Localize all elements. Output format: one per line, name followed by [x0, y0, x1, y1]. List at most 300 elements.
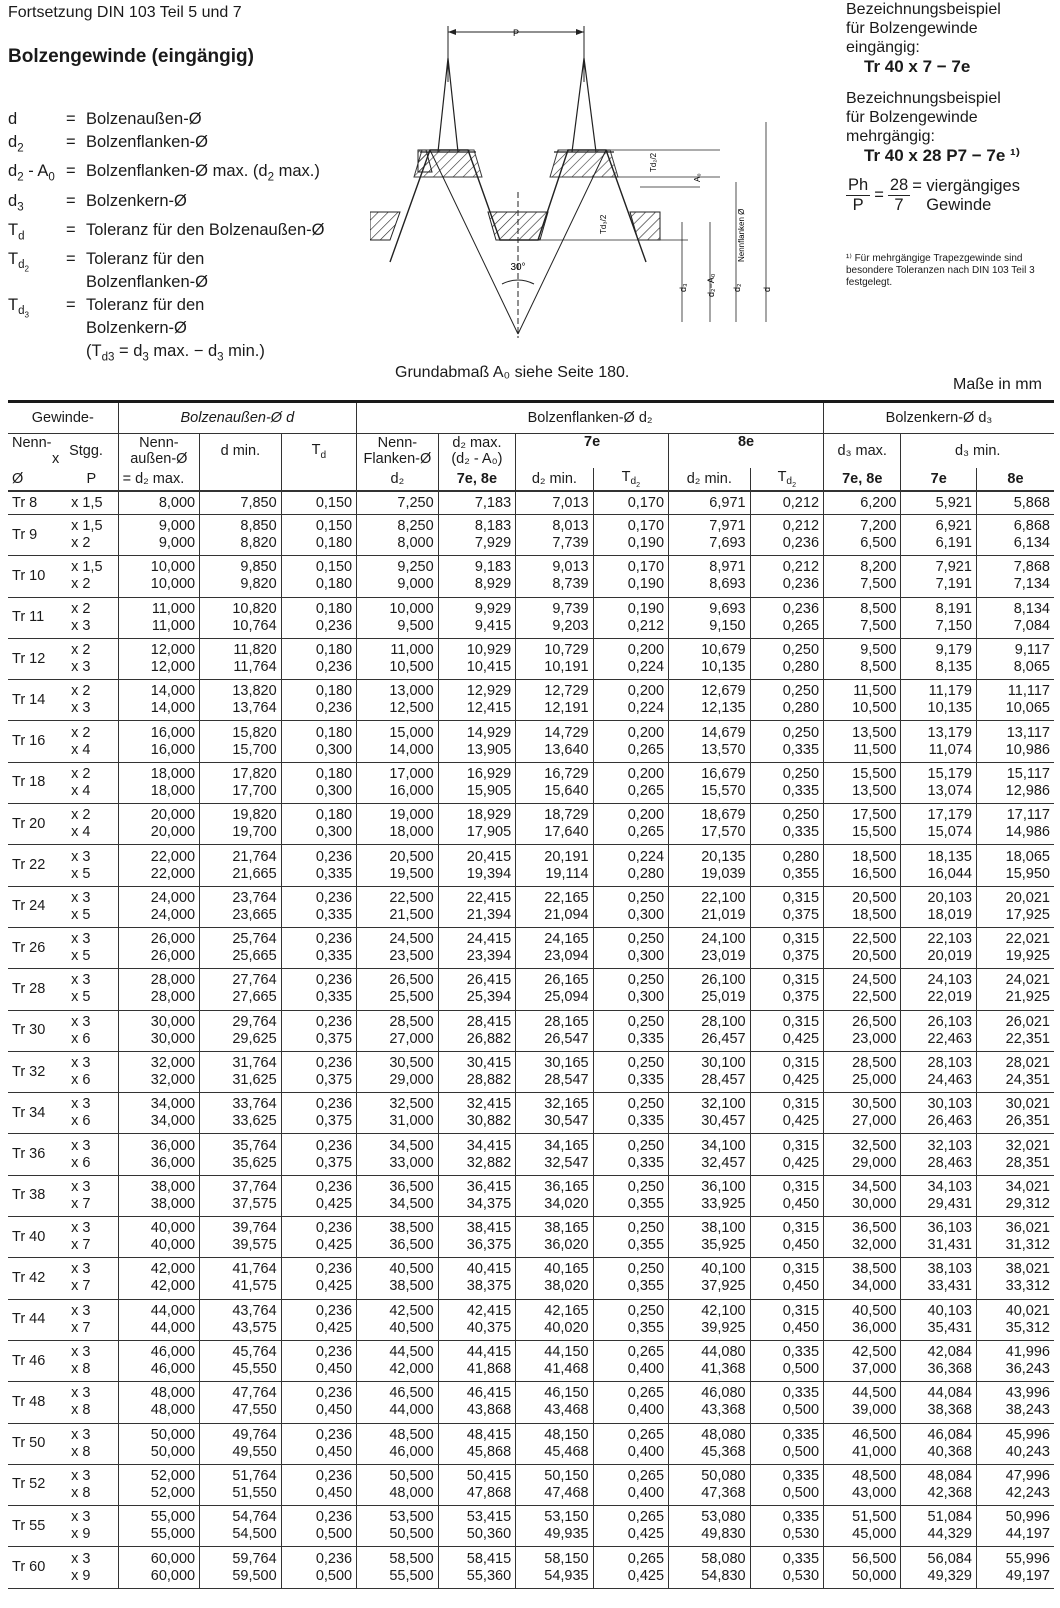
value-cell: 0,180 0,236	[281, 680, 356, 721]
value-cell: 28,500 27,000	[357, 1010, 439, 1051]
pitch-label: P	[512, 28, 520, 38]
nennflanken-label: Nennflanken Ø	[737, 208, 746, 262]
value-cell: 18,929 17,905	[438, 804, 515, 845]
value-cell: 0,315 0,425	[750, 1134, 823, 1175]
a0-label: A₀	[693, 173, 702, 182]
col-d3max: d₃ max.	[824, 434, 901, 469]
value-cell: 0,335 0,530	[750, 1506, 823, 1547]
d-dim-label: d	[762, 286, 772, 292]
thread-size: Tr 22	[8, 845, 65, 886]
value-cell: 9,850 9,820	[200, 556, 282, 597]
value-cell: 24,415 23,394	[438, 927, 515, 968]
value-cell: 40,500 38,500	[357, 1258, 439, 1299]
value-cell: 46,000 46,000	[118, 1340, 200, 1381]
value-cell: 0,200 0,224	[593, 680, 668, 721]
value-cell: 14,000 14,000	[118, 680, 200, 721]
value-cell: 44,084 38,368	[901, 1382, 976, 1423]
value-cell: 0,236 0,450	[281, 1382, 356, 1423]
value-cell: 34,000 34,000	[118, 1093, 200, 1134]
value-cell: 11,179 10,135	[901, 680, 976, 721]
value-cell: 0,265 0,425	[593, 1506, 668, 1547]
pitch: x 3 x 5	[65, 927, 118, 968]
col-d3min: d₃ min.	[955, 443, 1001, 459]
value-cell: 0,335 0,500	[750, 1382, 823, 1423]
thread-size: Tr 16	[8, 721, 65, 762]
value-cell: 20,103 18,019	[901, 886, 976, 927]
value-cell: 58,500 55,500	[357, 1547, 439, 1588]
value-cell: 28,165 26,547	[516, 1010, 593, 1051]
value-cell: 42,500 40,500	[357, 1299, 439, 1340]
value-cell: 40,100 37,925	[669, 1258, 751, 1299]
value-cell: 38,103 33,431	[901, 1258, 976, 1299]
table-row	[8, 804, 1054, 845]
pitch: x 3 x 6	[65, 1051, 118, 1092]
table-row	[8, 762, 1054, 803]
value-cell: 24,021 21,925	[976, 969, 1054, 1010]
value-cell: 8,971 8,693	[669, 556, 751, 597]
value-cell: 0,315 0,375	[750, 886, 823, 927]
thread-size: Tr 11	[8, 597, 65, 638]
col-bolzenkern: Bolzenkern-Ø d₃	[824, 403, 1054, 434]
value-cell: 44,080 41,368	[669, 1340, 751, 1381]
td2-half-label: Td₂/2	[649, 152, 658, 172]
value-cell: 26,415 25,394	[438, 969, 515, 1010]
value-cell: 0,150 0,180	[281, 556, 356, 597]
value-cell: 40,415 38,375	[438, 1258, 515, 1299]
value-cell: 13,000 12,500	[357, 680, 439, 721]
value-cell: 36,100 33,925	[669, 1175, 751, 1216]
value-cell: 28,415 26,882	[438, 1010, 515, 1051]
d2-dim-label: d₂	[732, 283, 742, 292]
pitch: x 3 x 5	[65, 845, 118, 886]
value-cell: 16,000 16,000	[118, 721, 200, 762]
value-cell: 10,000 9,500	[357, 597, 439, 638]
value-cell: 6,200	[824, 491, 901, 515]
legend-row-d3: $d_3$ = Bolzenkern-Ø	[8, 191, 187, 213]
pitch: x 1,5	[65, 491, 118, 515]
value-cell: 0,335 0,500	[750, 1340, 823, 1381]
value-cell: 40,165 38,020	[516, 1258, 593, 1299]
td3-half-label: Td₃/2	[599, 214, 608, 234]
value-cell: 30,500 27,000	[824, 1093, 901, 1134]
thread-size: Tr 9	[8, 515, 65, 556]
value-cell: 28,100 26,457	[669, 1010, 751, 1051]
table-row	[8, 1051, 1054, 1092]
thread-size: Tr 24	[8, 886, 65, 927]
value-cell: 26,500 25,500	[357, 969, 439, 1010]
value-cell: 41,996 36,243	[976, 1340, 1054, 1381]
pitch: x 2 x 4	[65, 762, 118, 803]
value-cell: 41,764 41,575	[200, 1258, 282, 1299]
value-cell: 18,500 16,500	[824, 845, 901, 886]
value-cell: 16,679 15,570	[669, 762, 751, 803]
value-cell: 11,117 10,065	[976, 680, 1054, 721]
value-cell: 8,183 7,929	[438, 515, 515, 556]
value-cell: 32,021 28,351	[976, 1134, 1054, 1175]
value-cell: 0,250 0,280	[750, 638, 823, 679]
value-cell: 0,236 0,425	[281, 1299, 356, 1340]
value-cell: 22,000 22,000	[118, 845, 200, 886]
value-cell: 0,180 0,300	[281, 804, 356, 845]
value-cell: 18,000 18,000	[118, 762, 200, 803]
value-cell: 0,236 0,335	[281, 927, 356, 968]
value-cell: 32,165 30,547	[516, 1093, 593, 1134]
value-cell: 12,000 12,000	[118, 638, 200, 679]
value-cell: 34,100 32,457	[669, 1134, 751, 1175]
value-cell: 10,679 10,135	[669, 638, 751, 679]
thread-profile-figure	[370, 22, 790, 342]
value-cell: 12,729 12,191	[516, 680, 593, 721]
pitch: x 3 x 6	[65, 1093, 118, 1134]
value-cell: 19,820 19,700	[200, 804, 282, 845]
value-cell: 15,000 14,000	[357, 721, 439, 762]
thread-size: Tr 36	[8, 1134, 65, 1175]
value-cell: 11,000 10,500	[357, 638, 439, 679]
value-cell: 53,415 50,360	[438, 1506, 515, 1547]
pitch: x 3 x 8	[65, 1340, 118, 1381]
value-cell: 36,500 32,000	[824, 1217, 901, 1258]
value-cell: 58,415 55,360	[438, 1547, 515, 1588]
designation-example: Bezeichnungsbeispiel für Bolzengewinde eingängig: Tr 40 x 7 − 7e Bezeichnungsbeispiel für Bolzengewinde mehrgängig: Tr 40 x 28 P7 − 7e ¹⁾ $\frac{Ph}{P}$ = $\frac{28}{7}$ = viergängiges Gewinde	[846, 1, 1020, 214]
value-cell: 17,179 15,074	[901, 804, 976, 845]
value-cell: 0,236 0,375	[281, 1051, 356, 1092]
value-cell: 26,103 22,463	[901, 1010, 976, 1051]
page-title: Bolzengewinde (eingängig)	[8, 46, 254, 67]
thread-size: Tr 10	[8, 556, 65, 597]
value-cell: 30,021 26,351	[976, 1093, 1054, 1134]
value-cell: 50,500 48,000	[357, 1464, 439, 1505]
value-cell: 0,224 0,280	[593, 845, 668, 886]
value-cell: 9,183 8,929	[438, 556, 515, 597]
pitch: x 2 x 3	[65, 597, 118, 638]
value-cell: 50,415 47,868	[438, 1464, 515, 1505]
value-cell: 42,500 37,000	[824, 1340, 901, 1381]
value-cell: 23,764 23,665	[200, 886, 282, 927]
table-row	[8, 556, 1054, 597]
value-cell: 24,500 22,500	[824, 969, 901, 1010]
value-cell: 7,013	[516, 491, 593, 515]
value-cell: 8,013 7,739	[516, 515, 593, 556]
value-cell: 20,500 19,500	[357, 845, 439, 886]
value-cell: 21,764 21,665	[200, 845, 282, 886]
value-cell: 0,236 0,450	[281, 1423, 356, 1464]
footnote: ¹⁾ Für mehrgängige Trapezgewinde sind besondere Toleranzen nach DIN 103 Teil 3 festgelegt.	[846, 253, 1035, 288]
table-row	[8, 969, 1054, 1010]
value-cell: 22,103 20,019	[901, 927, 976, 968]
value-cell: 8,200 7,500	[824, 556, 901, 597]
continuation-note: Fortsetzung DIN 103 Teil 5 und 7	[8, 4, 242, 21]
value-cell: 42,084 36,368	[901, 1340, 976, 1381]
value-cell: 16,929 15,905	[438, 762, 515, 803]
value-cell: 20,500 18,500	[824, 886, 901, 927]
value-cell: 9,000 9,000	[118, 515, 200, 556]
value-cell: 0,150	[281, 491, 356, 515]
value-cell: 55,996 49,197	[976, 1547, 1054, 1588]
value-cell: 0,190 0,212	[593, 597, 668, 638]
pitch: x 3 x 7	[65, 1299, 118, 1340]
value-cell: 59,764 59,500	[200, 1547, 282, 1588]
value-cell: 0,315 0,450	[750, 1175, 823, 1216]
value-cell: 8,250 8,000	[357, 515, 439, 556]
value-cell: 24,165 23,094	[516, 927, 593, 968]
pitch: x 1,5 x 2	[65, 556, 118, 597]
value-cell: 30,500 29,000	[357, 1051, 439, 1092]
value-cell: 7,868 7,134	[976, 556, 1054, 597]
value-cell: 0,250 0,355	[593, 1217, 668, 1258]
value-cell: 13,117 10,986	[976, 721, 1054, 762]
thread-size: Tr 42	[8, 1258, 65, 1299]
value-cell: 46,415 43,868	[438, 1382, 515, 1423]
pitch: x 3 x 5	[65, 969, 118, 1010]
legend-row-d: d = Bolzenaußen-Ø	[8, 110, 202, 128]
table-row	[8, 597, 1054, 638]
value-cell: 0,335 0,500	[750, 1423, 823, 1464]
thread-size: Tr 40	[8, 1217, 65, 1258]
value-cell: 0,236 0,500	[281, 1547, 356, 1588]
value-cell: 11,820 11,764	[200, 638, 282, 679]
value-cell: 22,165 21,094	[516, 886, 593, 927]
value-cell: 0,250 0,335	[750, 721, 823, 762]
value-cell: 46,150 43,468	[516, 1382, 593, 1423]
table-row	[8, 721, 1054, 762]
value-cell: 30,165 28,547	[516, 1051, 593, 1092]
value-cell: 44,150 41,468	[516, 1340, 593, 1381]
value-cell: 42,165 40,020	[516, 1299, 593, 1340]
value-cell: 32,500 31,000	[357, 1093, 439, 1134]
value-cell: 0,265 0,425	[593, 1547, 668, 1588]
value-cell: 34,103 29,431	[901, 1175, 976, 1216]
value-cell: 24,103 22,019	[901, 969, 976, 1010]
col-nennaussen: Nenn- außen-Ø	[118, 434, 200, 469]
value-cell: 46,084 40,368	[901, 1423, 976, 1464]
value-cell: 0,200 0,265	[593, 762, 668, 803]
value-cell: 42,100 39,925	[669, 1299, 751, 1340]
value-cell: 10,929 10,415	[438, 638, 515, 679]
pitch: x 3 x 7	[65, 1217, 118, 1258]
value-cell: 36,021 31,312	[976, 1217, 1054, 1258]
value-cell: 35,764 35,625	[200, 1134, 282, 1175]
pitch: x 2 x 4	[65, 721, 118, 762]
value-cell: 38,165 36,020	[516, 1217, 593, 1258]
value-cell: 0,170	[593, 491, 668, 515]
value-cell: 0,250 0,300	[593, 927, 668, 968]
value-cell: 0,315 0,450	[750, 1258, 823, 1299]
value-cell: 32,100 30,457	[669, 1093, 751, 1134]
value-cell: 18,065 15,950	[976, 845, 1054, 886]
value-cell: 13,820 13,764	[200, 680, 282, 721]
col-gewinde: Gewinde-	[8, 403, 118, 434]
value-cell: 47,764 47,550	[200, 1382, 282, 1423]
value-cell: 5,921	[901, 491, 976, 515]
value-cell: 22,021 19,925	[976, 927, 1054, 968]
value-cell: 44,000 44,000	[118, 1299, 200, 1340]
value-cell: 9,929 9,415	[438, 597, 515, 638]
value-cell: 32,103 28,463	[901, 1134, 976, 1175]
value-cell: 15,179 13,074	[901, 762, 976, 803]
value-cell: 6,868 6,134	[976, 515, 1054, 556]
thread-size: Tr 32	[8, 1051, 65, 1092]
pitch: x 3 x 6	[65, 1134, 118, 1175]
value-cell: 45,764 45,550	[200, 1340, 282, 1381]
value-cell: 30,000 30,000	[118, 1010, 200, 1051]
thread-size: Tr 55	[8, 1506, 65, 1547]
thread-size: Tr 26	[8, 927, 65, 968]
value-cell: 38,000 38,000	[118, 1175, 200, 1216]
value-cell: 17,117 14,986	[976, 804, 1054, 845]
value-cell: 0,335 0,500	[750, 1464, 823, 1505]
value-cell: 60,000 60,000	[118, 1547, 200, 1588]
value-cell: 58,080 54,830	[669, 1547, 751, 1588]
value-cell: 19,000 18,000	[357, 804, 439, 845]
value-cell: 14,679 13,570	[669, 721, 751, 762]
value-cell: 0,250 0,355	[593, 1175, 668, 1216]
thread-size: Tr 60	[8, 1547, 65, 1588]
value-cell: 20,415 19,394	[438, 845, 515, 886]
thread-size: Tr 50	[8, 1423, 65, 1464]
value-cell: 8,850 8,820	[200, 515, 282, 556]
value-cell: 7,250	[357, 491, 439, 515]
col-bolzenflanken: Bolzenflanken-Ø d₂	[357, 403, 824, 434]
example-code-multi: Tr 40 x 28 P7 − 7e ¹⁾	[864, 146, 1020, 165]
value-cell: 48,500 43,000	[824, 1464, 901, 1505]
value-cell: 38,100 35,925	[669, 1217, 751, 1258]
value-cell: 34,500 33,000	[357, 1134, 439, 1175]
value-cell: 0,265 0,400	[593, 1423, 668, 1464]
table-row	[8, 1093, 1054, 1134]
legend-row-d2-a0: $d_2 - A_0$ = Bolzenflanken-Ø max. ($d_2$ max.)	[8, 162, 320, 184]
flank-angle-label: 30°	[510, 262, 526, 273]
value-cell: 29,764 29,625	[200, 1010, 282, 1051]
value-cell: 8,191 7,150	[901, 597, 976, 638]
value-cell: 0,212 0,236	[750, 556, 823, 597]
pitch: x 2 x 3	[65, 638, 118, 679]
value-cell: 36,415 34,375	[438, 1175, 515, 1216]
value-cell: 9,500 8,500	[824, 638, 901, 679]
table-row	[8, 845, 1054, 886]
d2-a0-dim-label: d₂−A₀	[706, 273, 716, 297]
thread-size: Tr 12	[8, 638, 65, 679]
table-row	[8, 1217, 1054, 1258]
value-cell: 17,000 16,000	[357, 762, 439, 803]
value-cell: 0,236 0,500	[281, 1506, 356, 1547]
value-cell: 8,134 7,084	[976, 597, 1054, 638]
value-cell: 0,265 0,400	[593, 1340, 668, 1381]
symbol-legend	[8, 108, 324, 369]
value-cell: 0,250 0,280	[750, 680, 823, 721]
value-cell: 36,000 36,000	[118, 1134, 200, 1175]
value-cell: 0,236 0,375	[281, 1134, 356, 1175]
bolt-thread-table: Gewinde- Bolzenaußen-Ø d Bolzenflanken-Ø d₂ Bolzenkern-Ø d₃ Nenn- x Stgg. Nenn- außen-Ø d min. $T_d$ Nenn- Flanken-Ø d₂ max. (d₂ - A₀) 7e 8e d₃ max. d₃ min. Ø P = d₂ max. d₂ 7e, 8e d₂ min. $T_{d_2}$ d₂ min. $T_{d_2}$ 7e, 8e 7e 8e Tr 8 x 1,5 8,000 7,850 0,150 7,250 7,183 7,013 0,170 6,971 0,212 6,200 5,921 5,868 Tr 9 x 1,5 x 2 9,000 9,000 8,850 8,820 0,150 0,180 8,250 8,000 8,183 7,929 8,013 7,739 0,170 0,190 7,971 7,693 0,212 0,236 7,200 6,500 6,921 6,191 6,868 6,134 Tr 10 x 1,5 x 2 10,000 10,000 9,850 9,820 0,150 0,180 9,250 9,000 9,183 8,929 9,013 8,739 0,170 0,190 8,971 8,693 0,212 0,236 8,200 7,500 7,921 7,191 7,868 7,134 Tr 11 x 2 x 3 11,000 11,000 10,820 10,764 0,180 0,236 10,000 9,500 9,929 9,415 9,739 9,203 0,190 0,212 9,693 9,150 0,236 0,265 8,500 7,500 8,191 7,150 8,134 7,084 Tr 12 x 2 x 3 12,000 12,000 11,820 11,764 0,180 0,236 11,000 10,500 10,929 10,415 10,729 10,191 0,200 0,224 10,679 10,135 0,250 0,280 9,500 8,500 9,179 8,135 9,117 8,065 Tr 14 x 2 x 3 14,000 14,000 13,820 13,764 0,180 0,236 13,000 12,500 12,929 12,415 12,729 12,191 0,200 0,224 12,679 12,135 0,250 0,280 11,500 10,500 11,179 10,135 11,117 10,065 Tr 16 x 2 x 4 16,000 16,000 15,820 15,700 0,180 0,300 15,000 14,000 14,929 13,905 14,729 13,640 0,200 0,265 14,679 13,570 0,250 0,335 13,500 11,500 13,179 11,074 13,117 10,986 Tr 18 x 2 x 4 18,000 18,000 17,820 17,700 0,180 0,300 17,000 16,000 16,929 15,905 16,729 15,640 0,200 0,265 16,679 15,570 0,250 0,335 15,500 13,500 15,179 13,074 15,117 12,986 Tr 20 x 2 x 4 20,000 20,000 19,820 19,700 0,180 0,300 19,000 18,000 18,929 17,905 18,729 17,640 0,200 0,265 18,679 17,570 0,250 0,335 17,500 15,500 17,179 15,074 17,117 14,986 Tr 22 x 3 x 5 22,000 22,000 21,764 21,665 0,236 0,335 20,500 19,500 20,415 19,394 20,191 19,114 0,224 0,280 20,135 19,039 0,280 0,355 18,500 16,500 18,135 16,044 18,065 15,950 Tr 24 x 3 x 5 24,000 24,000 23,764 23,665 0,236 0,335 22,500 21,500 22,415 21,394 22,165 21,094 0,250 0,300 22,100 21,019 0,315 0,375 20,500 18,500 20,103 18,019 20,021 17,925 Tr 26 x 3 x 5 26,000 26,000 25,764 25,665 0,236 0,335 24,500 23,500 24,415 23,394 24,165 23,094 0,250 0,300 24,100 23,019 0,315 0,375 22,500 20,500 22,103 20,019 22,021 19,925 Tr 28 x 3 x 5 28,000 28,000 27,764 27,665 0,236 0,335 26,500 25,500 26,415 25,394 26,165 25,094 0,250 0,300 26,100 25,019 0,315 0,375 24,500 22,500 24,103 22,019 24,021 21,925 Tr 30 x 3 x 6 30,000 30,000 29,764 29,625 0,236 0,375 28,500 27,000 28,415 26,882 28,165 26,547 0,250 0,335 28,100 26,457 0,315 0,425 26,500 23,000 26,103 22,463 26,021 22,351 Tr 32 x 3 x 6 32,000 32,000 31,764 31,625 0,236 0,375 30,500 29,000 30,415 28,882 30,165 28,547 0,250 0,335 30,100 28,457 0,315 0,425 28,500 25,000 28,103 24,463 28,021 24,351 Tr 34 x 3 x 6 34,000 34,000 33,764 33,625 0,236 0,375 32,500 31,000 32,415 30,882 32,165 30,547 0,250 0,335 32,100 30,457 0,315 0,425 30,500 27,000 30,103 26,463 30,021 26,351 Tr 36 x 3 x 6 36,000 36,000 35,764 35,625 0,236 0,375 34,500 33,000 34,415 32,882 34,165 32,547 0,250 0,335 34,100 32,457 0,315 0,425 32,500 29,000 32,103 28,463 32,021 28,351 Tr 38 x 3 x 7 38,000 38,000 37,764 37,575 0,236 0,425 36,500 34,500 36,415 34,375 36,165 34,020 0,250 0,355 36,100 33,925 0,315 0,450 34,500 30,000 34,103 29,431 34,021 29,312 Tr 40 x 3 x 7 40,000 40,000 39,764 39,575 0,236 0,425 38,500 36,500 38,415 36,375 38,165 36,020 0,250 0,355 38,100 35,925 0,315 0,450 36,500 32,000 36,103 31,431 36,021 31,312 Tr 42 x 3 x 7 42,000 42,000 41,764 41,575 0,236 0,425 40,500 38,500 40,415 38,375 40,165 38,020 0,250 0,355 40,100 37,925 0,315 0,450 38,500 34,000 38,103 33,431 38,021 33,312 Tr 44 x 3 x 7 44,000 44,000 43,764 43,575 0,236 0,425 42,500 40,500 42,415 40,375 42,165 40,020 0,250 0,355 42,100 39,925 0,315 0,450 40,500 36,000 40,103 35,431 40,021 35,312 Tr 46 x 3 x 8 46,000 46,000 45,764 45,550 0,236 0,450 44,500 42,000 44,415 41,868 44,150 41,468 0,265 0,400 44,080 41,368 0,335 0,500 42,500 37,000 42,084 36,368 41,996 36,243 Tr 48 x 3 x 8 48,000 48,000 47,764 47,550 0,236 0,450 46,500 44,000 46,415 43,868 46,150 43,468 0,265 0,400 46,080 43,368 0,335 0,500 44,500 39,000 44,084 38,368 43,996 38,243 Tr 50 x 3 x 8 50,000 50,000 49,764 49,550 0,236 0,450 48,500 46,000 48,415 45,868 48,150 45,468 0,265 0,400 48,080 45,368 0,335 0,500 46,500 41,000 46,084 40,368 45,996 40,243 Tr 52 x 3 x 8 52,000 52,000 51,764 51,550 0,236 0,450 50,500 48,000 50,415 47,868 50,150 47,468 0,265 0,400 50,080 47,368 0,335 0,500 48,500 43,000 48,084 42,368 47,996 42,243 Tr 55 x 3 x 9 55,000 55,000 54,764 54,500 0,236 0,500 53,500 50,500 53,415 50,360 53,150 49,935 0,265 0,425 53,080 49,830 0,335 0,530 51,500 45,000 51,084 44,329 50,996 44,197 Tr 60 x 3 x 9 60,000 60,000 59,764 59,500 0,236 0,500 58,500 55,500 58,415 55,360 58,150 54,935 0,265 0,425 58,080 54,830 0,335 0,530 56,500 50,000 56,084 49,329 55,996 49,197	[8, 403, 1054, 1589]
value-cell: 5,868	[976, 491, 1054, 515]
value-cell: 0,236 0,375	[281, 1093, 356, 1134]
value-cell: 0,200 0,265	[593, 721, 668, 762]
table-row	[8, 515, 1054, 556]
value-cell: 0,315 0,450	[750, 1217, 823, 1258]
value-cell: 0,236 0,375	[281, 1010, 356, 1051]
value-cell: 16,729 15,640	[516, 762, 593, 803]
value-cell: 38,021 33,312	[976, 1258, 1054, 1299]
value-cell: 48,080 45,368	[669, 1423, 751, 1464]
value-cell: 48,084 42,368	[901, 1464, 976, 1505]
value-cell: 55,000 55,000	[118, 1506, 200, 1547]
table-body	[8, 491, 1054, 1588]
thread-size: Tr 52	[8, 1464, 65, 1505]
value-cell: 47,996 42,243	[976, 1464, 1054, 1505]
value-cell: 0,315 0,425	[750, 1093, 823, 1134]
lead-fraction: $\frac{Ph}{P}$ = $\frac{28}{7}$ = viergängiges Gewinde	[848, 176, 1020, 214]
col-bolzenaussen: Bolzenaußen-Ø d	[118, 403, 357, 434]
value-cell: 20,135 19,039	[669, 845, 751, 886]
value-cell: 13,179 11,074	[901, 721, 976, 762]
pitch: x 3 x 7	[65, 1258, 118, 1299]
units-note: Maße in mm	[953, 376, 1042, 393]
value-cell: 50,080 47,368	[669, 1464, 751, 1505]
value-cell: 56,500 50,000	[824, 1547, 901, 1588]
value-cell: 9,013 8,739	[516, 556, 593, 597]
value-cell: 0,250 0,335	[593, 1134, 668, 1175]
value-cell: 28,021 24,351	[976, 1051, 1054, 1092]
value-cell: 39,764 39,575	[200, 1217, 282, 1258]
value-cell: 51,084 44,329	[901, 1506, 976, 1547]
value-cell: 26,021 22,351	[976, 1010, 1054, 1051]
value-cell: 9,250 9,000	[357, 556, 439, 597]
value-cell: 0,250 0,335	[593, 1051, 668, 1092]
value-cell: 11,000 11,000	[118, 597, 200, 638]
table-row	[8, 638, 1054, 679]
value-cell: 6,971	[669, 491, 751, 515]
value-cell: 15,500 13,500	[824, 762, 901, 803]
value-cell: 0,250 0,300	[593, 969, 668, 1010]
value-cell: 49,764 49,550	[200, 1423, 282, 1464]
legend-row-td3: $T_{d_3}$ = Toleranz für den Bolzenkern-Ø ($T_{d3} = d_3$ max. − $d_3$ min.)	[8, 296, 265, 364]
value-cell: 0,265 0,400	[593, 1382, 668, 1423]
pitch: x 3 x 5	[65, 886, 118, 927]
value-cell: 26,165 25,094	[516, 969, 593, 1010]
pitch: x 3 x 7	[65, 1175, 118, 1216]
value-cell: 34,500 30,000	[824, 1175, 901, 1216]
value-cell: 0,236 0,335	[281, 886, 356, 927]
pitch: x 3 x 8	[65, 1423, 118, 1464]
value-cell: 54,764 54,500	[200, 1506, 282, 1547]
value-cell: 53,500 50,500	[357, 1506, 439, 1547]
value-cell: 25,764 25,665	[200, 927, 282, 968]
pitch: x 3 x 9	[65, 1506, 118, 1547]
table-row	[8, 1423, 1054, 1464]
value-cell: 10,000 10,000	[118, 556, 200, 597]
pitch: x 2 x 3	[65, 680, 118, 721]
value-cell: 8,000	[118, 491, 200, 515]
value-cell: 0,315 0,450	[750, 1299, 823, 1340]
value-cell: 0,236 0,425	[281, 1175, 356, 1216]
pitch: x 1,5 x 2	[65, 515, 118, 556]
value-cell: 50,150 47,468	[516, 1464, 593, 1505]
value-cell: 52,000 52,000	[118, 1464, 200, 1505]
value-cell: 8,500 7,500	[824, 597, 901, 638]
value-cell: 43,996 38,243	[976, 1382, 1054, 1423]
value-cell: 20,000 20,000	[118, 804, 200, 845]
value-cell: 18,679 17,570	[669, 804, 751, 845]
table-row	[8, 927, 1054, 968]
value-cell: 36,500 34,500	[357, 1175, 439, 1216]
value-cell: 7,183	[438, 491, 515, 515]
value-cell: 7,200 6,500	[824, 515, 901, 556]
value-cell: 15,820 15,700	[200, 721, 282, 762]
value-cell: 51,764 51,550	[200, 1464, 282, 1505]
value-cell: 34,021 29,312	[976, 1175, 1054, 1216]
value-cell: 18,729 17,640	[516, 804, 593, 845]
col-dmin: d min.	[200, 434, 282, 469]
value-cell: 46,080 43,368	[669, 1382, 751, 1423]
